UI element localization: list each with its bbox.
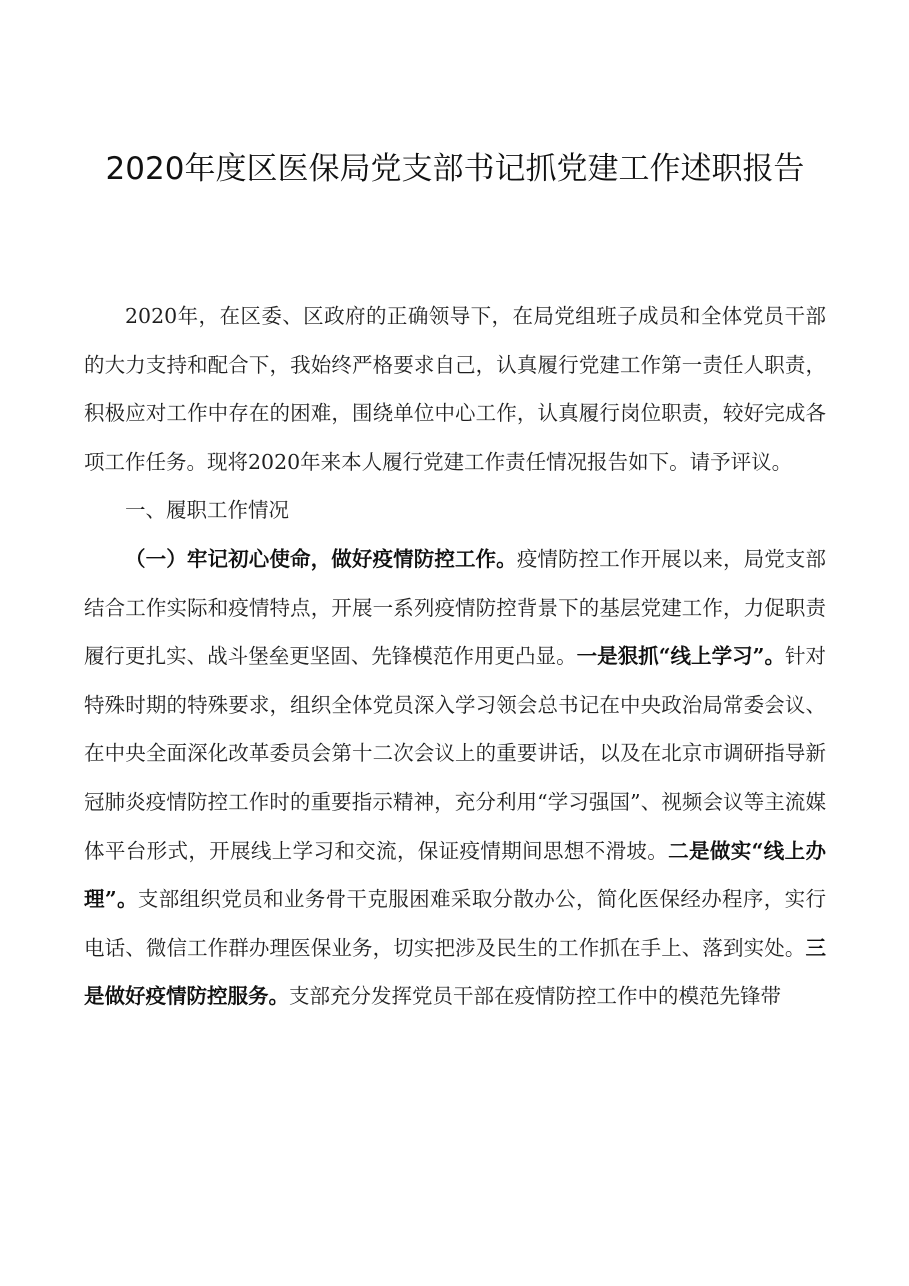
paragraph-text: 针对特殊时期的特殊要求，组织全体党员深入学习领会总书记在中央政治局常委会议、在中央全面深化改革委员会第十二次会议上的重要讲话，以及在北京市调研指导新冠肺炎疫情防控工作时的重要指示精神，充分利用“学习强国”、视频会议等主流媒体平台形式，开展线上学习和交流，保证疫情期间思想不滑坡。 [84, 644, 826, 863]
paragraph-epidemic-control [84, 535, 826, 1021]
point-heading-1: 一是狠抓“线上学习”。 [576, 644, 785, 669]
point-heading-2: 二是做实“线上办理”。 [84, 838, 827, 912]
document-body [84, 292, 826, 1021]
paragraph-text: 支部组织党员和业务骨干克服困难采取分散办公，简化医保经办程序，实行电话、微信工作群办理医保业务，切实把涉及民生的工作抓在手上、落到实处。 [84, 887, 827, 960]
intro-paragraph: 2020年，在区委、区政府的正确领导下，在局党组班子成员和全体党员干部的大力支持和配合下，我始终严格要求自己，认真履行党建工作第一责任人职责，积极应对工作中存在的困难，围绕单位中心工作，认真履行岗位职责，较好完成各项工作任务。现将2020年来本人履行党建工作责任情况报告如下。请予评议。 [84, 304, 826, 474]
document-title: 2020年度区医保局党支部书记抓党建工作述职报告 [105, 151, 805, 187]
section-heading-1: 一、履职工作情况 [125, 498, 289, 523]
paragraph-text: 疫情防控工作开展以来，局党支部结合工作实际和疫情特点，开展一系列疫情防控背景下的基层党建工作，力促职责履行更扎实、战斗堡垒更坚固、先锋模范作用更凸显。 [84, 546, 827, 669]
subsection-heading-1: （一）牢记初心使命，做好疫情防控工作。 [125, 546, 517, 571]
point-heading-3: 三是做好疫情防控服务。 [84, 935, 826, 1009]
paragraph-text: 支部充分发挥党员干部在疫情防控工作中的模范先锋带 [289, 984, 781, 1009]
